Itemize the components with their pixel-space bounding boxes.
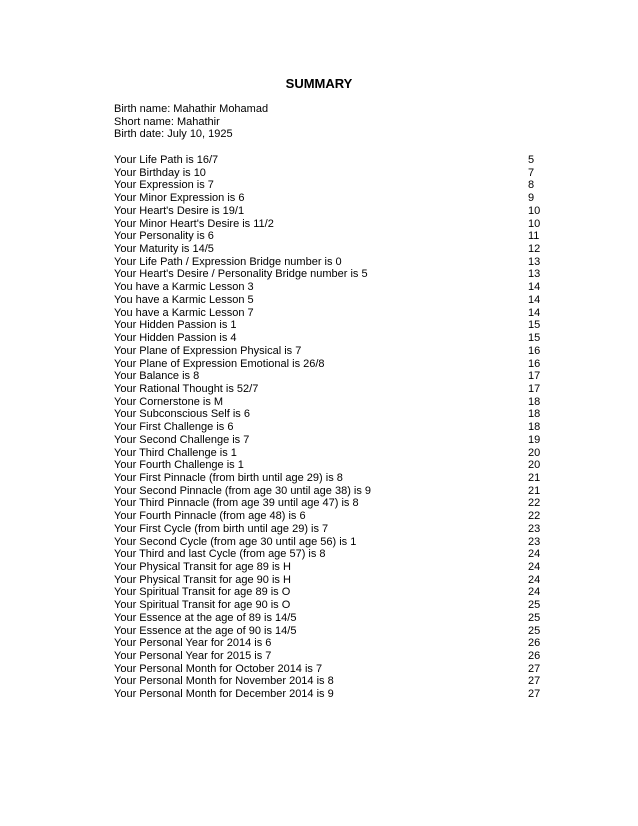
summary-row-text: Your Essence at the age of 89 is 14/5 [114,611,297,624]
summary-row-page-number: 27 [528,662,541,675]
summary-row-text: Your Plane of Expression Physical is 7 [114,344,302,357]
summary-row [114,637,554,650]
summary-row-text: Your Cornerstone is M [114,395,224,408]
summary-row [114,574,554,587]
summary-row [114,268,554,281]
summary-row-page-number: 17 [528,370,541,383]
summary-row-text: Your Third and last Cycle (from age 57) is 8 [114,548,326,561]
summary-row-text: Your Essence at the age of 90 is 14/5 [114,624,297,637]
summary-row [114,625,554,638]
summary-row [114,548,554,561]
summary-row-text: Your Maturity is 14/5 [114,243,214,256]
summary-row-page-number: 16 [528,344,541,357]
summary-row [114,167,554,180]
summary-row-text: Your Minor Expression is 6 [114,192,245,205]
summary-row-page-number: 24 [528,548,541,561]
summary-row-text: Your Personal Year for 2015 is 7 [114,650,272,663]
summary-row-page-number: 18 [528,408,541,421]
summary-row-text: Your Second Cycle (from age 30 until age 56) is 1 [114,535,357,548]
summary-row-text: Your Minor Heart's Desire is 11/2 [114,217,274,230]
summary-row [114,358,554,371]
summary-row-text: Your Balance is 8 [114,370,200,383]
summary-row-text: Your Personality is 6 [114,230,214,243]
summary-row-page-number: 18 [528,395,541,408]
summary-row-text: Your Heart's Desire is 19/1 [114,204,245,217]
summary-row-text: Your Personal Month for November 2014 is 8 [114,675,334,688]
summary-row-page-number: 17 [528,382,541,395]
summary-row-text: Your Third Pinnacle (from age 39 until age 47) is 8 [114,497,359,510]
summary-row-text: Your Physical Transit for age 89 is H [114,561,291,573]
summary-row-page-number: 11 [528,230,540,243]
summary-row [114,218,554,231]
summary-row-page-number: 26 [528,650,541,663]
summary-row-text: Your Hidden Passion is 1 [114,319,237,332]
summary-row-page-number: 7 [528,166,535,179]
summary-row-page-number: 22 [528,497,541,510]
summary-row-page-number: 21 [528,484,541,497]
summary-row [114,447,554,460]
summary-row-page-number: 25 [528,599,541,612]
summary-row-page-number: 14 [528,293,541,306]
summary-row-page-number: 19 [528,433,541,446]
birth-info [114,103,268,141]
summary-row-text: Your Second Challenge is 7 [114,433,250,446]
summary-row [114,510,554,523]
summary-row-page-number: 27 [528,688,541,701]
summary-row-page-number: 14 [528,306,541,319]
summary-row-page-number: 15 [528,332,541,345]
summary-row-text: Your Personal Month for October 2014 is 7 [114,662,323,675]
summary-row [114,612,554,625]
summary-row-text: Your Personal Month for December 2014 is 9 [114,688,334,701]
summary-row-page-number: 24 [528,561,541,573]
summary-row-text: Your First Cycle (from birth until age 29) is 7 [114,522,329,535]
summary-row-page-number: 20 [528,446,541,459]
summary-row-page-number: 22 [528,510,541,523]
summary-row-text: Your Personal Year for 2014 is 6 [114,637,272,650]
summary-row-page-number: 9 [528,192,535,205]
summary-row [114,586,554,599]
summary-row-text: You have a Karmic Lesson 3 [114,281,254,294]
summary-row [114,663,554,676]
summary-row [114,154,554,167]
summary-row-page-number: 20 [528,459,541,472]
summary-row-text: Your Rational Thought is 52/7 [114,382,259,395]
summary-row [114,383,554,396]
summary-row [114,497,554,510]
summary-row [114,192,554,205]
summary-row [114,319,554,332]
summary-row-text: Your Expression is 7 [114,179,214,192]
summary-row [114,345,554,358]
summary-row [114,421,554,434]
summary-row-page-number: 14 [528,281,541,294]
summary-row-page-number: 24 [528,573,541,586]
summary-row-text: Your Spiritual Transit for age 90 is O [114,599,291,612]
summary-row [114,205,554,218]
summary-row-text: Your First Challenge is 6 [114,421,234,434]
birth-name: Birth name: Mahathir Mohamad [114,103,269,115]
summary-row-page-number: 21 [528,471,541,484]
page-title: SUMMARY [285,76,353,91]
summary-row [114,396,554,409]
summary-row-text: Your Plane of Expression Emotional is 26/8 [114,357,325,370]
summary-row-text: Your Spiritual Transit for age 89 is O [114,586,291,599]
summary-row [114,179,554,192]
summary-row [114,294,554,307]
summary-row-page-number: 23 [528,522,541,535]
summary-row-page-number: 18 [528,421,541,434]
summary-row-text: Your Hidden Passion is 4 [114,332,237,345]
summary-row [114,370,554,383]
summary-row [114,561,554,574]
summary-row [114,307,554,320]
summary-row-page-number: 23 [528,535,541,548]
summary-row-page-number: 13 [528,255,541,268]
summary-row [114,332,554,345]
summary-row-text: Your Fourth Pinnacle (from age 48) is 6 [114,510,306,523]
summary-row-page-number: 15 [528,319,541,332]
summary-row-text: Your Physical Transit for age 90 is H [114,573,291,586]
summary-row-text: Your First Pinnacle (from birth until age 29) is 8 [114,471,343,484]
summary-row-page-number: 16 [528,357,541,370]
summary-row-text: You have a Karmic Lesson 5 [114,293,254,306]
summary-row-page-number: 5 [528,154,535,166]
summary-row-page-number: 25 [528,611,541,624]
summary-row-page-number: 27 [528,675,541,688]
summary-row [114,599,554,612]
summary-row-page-number: 26 [528,637,541,650]
summary-row-page-number: 8 [528,179,535,192]
summary-row-text: Your Second Pinnacle (from age 30 until age 38) is 9 [114,484,372,497]
summary-row [114,523,554,536]
summary-row [114,459,554,472]
summary-row-text: You have a Karmic Lesson 7 [114,306,254,319]
summary-row [114,688,554,701]
summary-row-text: Your Third Challenge is 1 [114,446,237,459]
summary-row [114,408,554,421]
summary-row [114,485,554,498]
summary-row-text: Your Life Path / Expression Bridge number is 0 [114,255,342,268]
summary-row [114,650,554,663]
summary-row-text: Your Subconscious Self is 6 [114,408,250,421]
summary-list [114,154,554,701]
summary-row [114,281,554,294]
summary-row-text: Your Life Path is 16/7 [114,154,219,166]
summary-row-text: Your Fourth Challenge is 1 [114,459,244,472]
summary-row [114,472,554,485]
summary-row-text: Your Birthday is 10 [114,166,206,179]
summary-row [114,230,554,243]
summary-row [114,434,554,447]
summary-row [114,675,554,688]
short-name: Short name: Mahathir [114,115,220,128]
summary-row-page-number: 13 [528,268,541,281]
summary-row-page-number: 24 [528,586,541,599]
summary-row-page-number: 10 [528,217,541,230]
summary-row-page-number: 25 [528,624,541,637]
summary-row [114,243,554,256]
summary-row [114,536,554,549]
summary-row [114,256,554,269]
summary-row-text: Your Heart's Desire / Personality Bridge number is 5 [114,268,368,281]
summary-row-page-number: 10 [528,204,541,217]
birth-date: Birth date: July 10, 1925 [114,128,233,141]
summary-row-page-number: 12 [528,243,541,256]
